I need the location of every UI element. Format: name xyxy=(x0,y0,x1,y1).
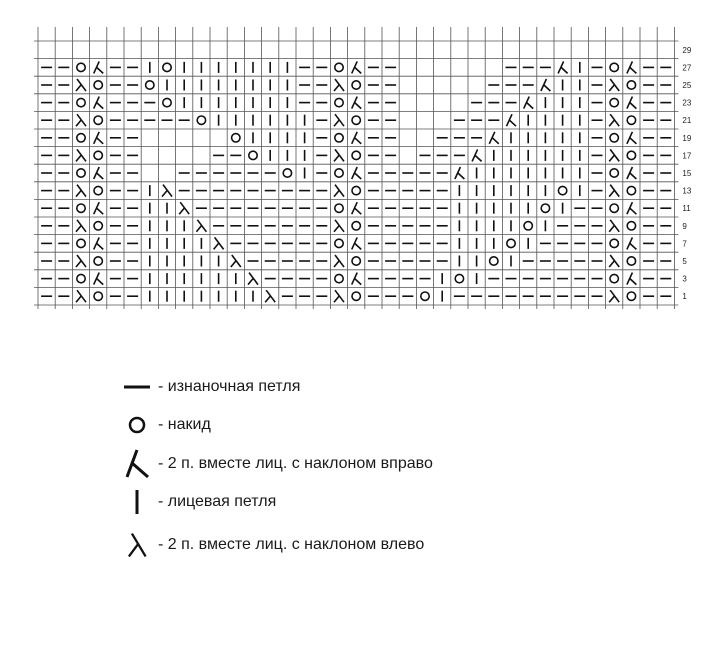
k2tog-left-icon xyxy=(162,185,172,197)
yarn-over-icon xyxy=(163,63,171,71)
k2tog-right-icon xyxy=(94,202,104,214)
k2tog-right-icon xyxy=(352,132,362,144)
legend-text-k2tog-right: - 2 п. вместе лиц. с наклоном вправо xyxy=(158,455,433,472)
yarn-over-icon xyxy=(335,274,343,282)
yarn-over-icon xyxy=(610,98,618,106)
k2tog-left-icon xyxy=(265,290,275,302)
k2tog-right-icon xyxy=(455,167,465,179)
yarn-over-icon xyxy=(627,257,635,265)
yarn-over-icon xyxy=(118,406,158,444)
yarn-over-icon xyxy=(352,116,360,124)
yarn-over-icon xyxy=(507,239,515,247)
yarn-over-icon xyxy=(335,239,343,247)
k2tog-left-icon xyxy=(179,202,189,214)
yarn-over-icon xyxy=(146,81,154,89)
yarn-over-icon xyxy=(352,81,360,89)
k2tog-right-icon xyxy=(352,97,362,109)
yarn-over-icon xyxy=(94,186,102,194)
k2tog-left-icon xyxy=(231,255,241,267)
yarn-over-icon xyxy=(94,81,102,89)
row-number: 7 xyxy=(682,239,687,249)
yarn-over-icon xyxy=(94,292,102,300)
row-number: 21 xyxy=(682,116,692,126)
yarn-over-icon xyxy=(94,257,102,265)
yarn-over-icon xyxy=(352,222,360,230)
yarn-over-icon xyxy=(77,63,85,71)
k2tog-left-icon xyxy=(118,526,158,564)
k2tog-left-icon xyxy=(76,149,86,161)
yarn-over-icon xyxy=(610,134,618,142)
row-number: 17 xyxy=(682,151,692,161)
yarn-over-icon xyxy=(335,98,343,106)
k2tog-left-icon xyxy=(76,114,86,126)
k2tog-right-icon xyxy=(627,61,637,73)
k2tog-left-icon xyxy=(76,185,86,197)
yarn-over-icon xyxy=(335,204,343,212)
k2tog-left-icon xyxy=(334,79,344,91)
row-number: 15 xyxy=(682,169,692,178)
k2tog-right-icon xyxy=(541,79,551,91)
k2tog-left-icon xyxy=(196,220,206,232)
row-number: 29 xyxy=(682,45,692,55)
yarn-over-icon xyxy=(77,98,85,106)
k2tog-right-icon xyxy=(94,61,104,73)
yarn-over-icon xyxy=(232,134,240,142)
k2tog-left-icon xyxy=(609,290,619,302)
k2tog-right-icon xyxy=(558,61,568,73)
k2tog-right-icon xyxy=(352,202,362,214)
yarn-over-icon xyxy=(627,292,635,300)
k2tog-left-icon xyxy=(76,79,86,91)
yarn-over-icon xyxy=(163,98,171,106)
yarn-over-icon xyxy=(627,222,635,230)
yarn-over-icon xyxy=(610,239,618,247)
yarn-over-icon xyxy=(335,134,343,142)
legend-item-k2tog-right xyxy=(118,444,678,484)
k2tog-right-icon xyxy=(94,167,104,179)
symbol-legend xyxy=(118,368,678,570)
k2tog-left-icon xyxy=(609,185,619,197)
yarn-over-icon xyxy=(352,151,360,159)
legend-text-yarn-over: - накид xyxy=(158,416,211,433)
row-number: 13 xyxy=(682,186,692,196)
yarn-over-icon xyxy=(77,169,85,177)
yarn-over-icon xyxy=(249,151,257,159)
yarn-over-icon xyxy=(352,257,360,265)
k2tog-left-icon xyxy=(334,290,344,302)
k2tog-left-icon xyxy=(76,220,86,232)
legend-item-knit xyxy=(118,484,678,520)
k2tog-right-icon xyxy=(472,149,482,161)
yarn-over-icon xyxy=(627,81,635,89)
yarn-over-icon xyxy=(541,204,549,212)
k2tog-left-icon xyxy=(609,79,619,91)
yarn-over-icon xyxy=(77,274,85,282)
k2tog-left-icon xyxy=(334,185,344,197)
legend-item-yarn-over xyxy=(118,406,678,444)
row-number: 23 xyxy=(682,98,692,108)
k2tog-left-icon xyxy=(248,273,258,285)
k2tog-left-icon xyxy=(334,114,344,126)
yarn-over-icon xyxy=(627,151,635,159)
k2tog-right-icon xyxy=(352,237,362,249)
yarn-over-icon xyxy=(94,116,102,124)
k2tog-left-icon xyxy=(334,220,344,232)
k2tog-right-icon xyxy=(627,132,637,144)
k2tog-right-icon xyxy=(489,132,499,144)
yarn-over-icon xyxy=(490,257,498,265)
yarn-over-icon xyxy=(610,169,618,177)
row-number: 1 xyxy=(682,292,687,302)
row-number-labels xyxy=(682,46,691,301)
k2tog-right-icon xyxy=(627,202,637,214)
row-number: 5 xyxy=(682,257,687,266)
legend-text-purl: - изнаночная петля xyxy=(158,378,301,395)
yarn-over-icon xyxy=(335,63,343,71)
k2tog-left-icon xyxy=(76,255,86,267)
yarn-over-icon xyxy=(610,274,618,282)
k2tog-right-icon xyxy=(94,273,104,285)
k2tog-right-icon xyxy=(94,97,104,109)
k2tog-left-icon xyxy=(609,255,619,267)
row-number: 3 xyxy=(682,274,687,284)
legend-text-knit: - лицевая петля xyxy=(158,493,277,510)
k2tog-left-icon xyxy=(334,149,344,161)
yarn-over-icon xyxy=(77,239,85,247)
yarn-over-icon xyxy=(94,222,102,230)
k2tog-right-icon xyxy=(118,445,158,483)
k2tog-left-icon xyxy=(609,114,619,126)
yarn-over-icon xyxy=(77,134,85,142)
k2tog-right-icon xyxy=(627,273,637,285)
k2tog-right-icon xyxy=(627,167,637,179)
yarn-over-icon xyxy=(524,222,532,230)
yarn-over-icon xyxy=(610,204,618,212)
yarn-over-icon xyxy=(352,186,360,194)
k2tog-left-icon xyxy=(334,255,344,267)
k2tog-right-icon xyxy=(94,132,104,144)
yarn-over-icon xyxy=(627,116,635,124)
k2tog-right-icon xyxy=(507,114,517,126)
yarn-over-icon xyxy=(335,169,343,177)
purl-icon xyxy=(118,368,158,406)
yarn-over-icon xyxy=(421,292,429,300)
yarn-over-icon xyxy=(558,186,566,194)
k2tog-left-icon xyxy=(214,237,224,249)
row-number: 19 xyxy=(682,133,692,143)
row-number: 25 xyxy=(682,81,692,90)
k2tog-left-icon xyxy=(609,149,619,161)
row-number: 9 xyxy=(682,221,687,231)
yarn-over-icon xyxy=(610,63,618,71)
k2tog-right-icon xyxy=(352,273,362,285)
yarn-over-icon xyxy=(77,204,85,212)
legend-item-k2tog-left xyxy=(118,520,678,570)
k2tog-right-icon xyxy=(352,61,362,73)
k2tog-right-icon xyxy=(627,97,637,109)
yarn-over-icon xyxy=(455,274,463,282)
k2tog-right-icon xyxy=(524,97,534,109)
legend-item-purl xyxy=(118,368,678,406)
yarn-over-icon xyxy=(94,151,102,159)
row-number: 11 xyxy=(682,204,691,214)
row-number: 27 xyxy=(682,63,692,73)
yarn-over-icon xyxy=(197,116,205,124)
k2tog-right-icon xyxy=(627,237,637,249)
yarn-over-icon xyxy=(283,169,291,177)
k2tog-left-icon xyxy=(609,220,619,232)
knit-icon xyxy=(118,483,158,521)
legend-text-k2tog-left: - 2 п. вместе лиц. с наклоном влево xyxy=(158,536,425,553)
k2tog-right-icon xyxy=(94,237,104,249)
k2tog-right-icon xyxy=(352,167,362,179)
k2tog-left-icon xyxy=(76,290,86,302)
yarn-over-icon xyxy=(352,292,360,300)
yarn-over-icon xyxy=(627,186,635,194)
